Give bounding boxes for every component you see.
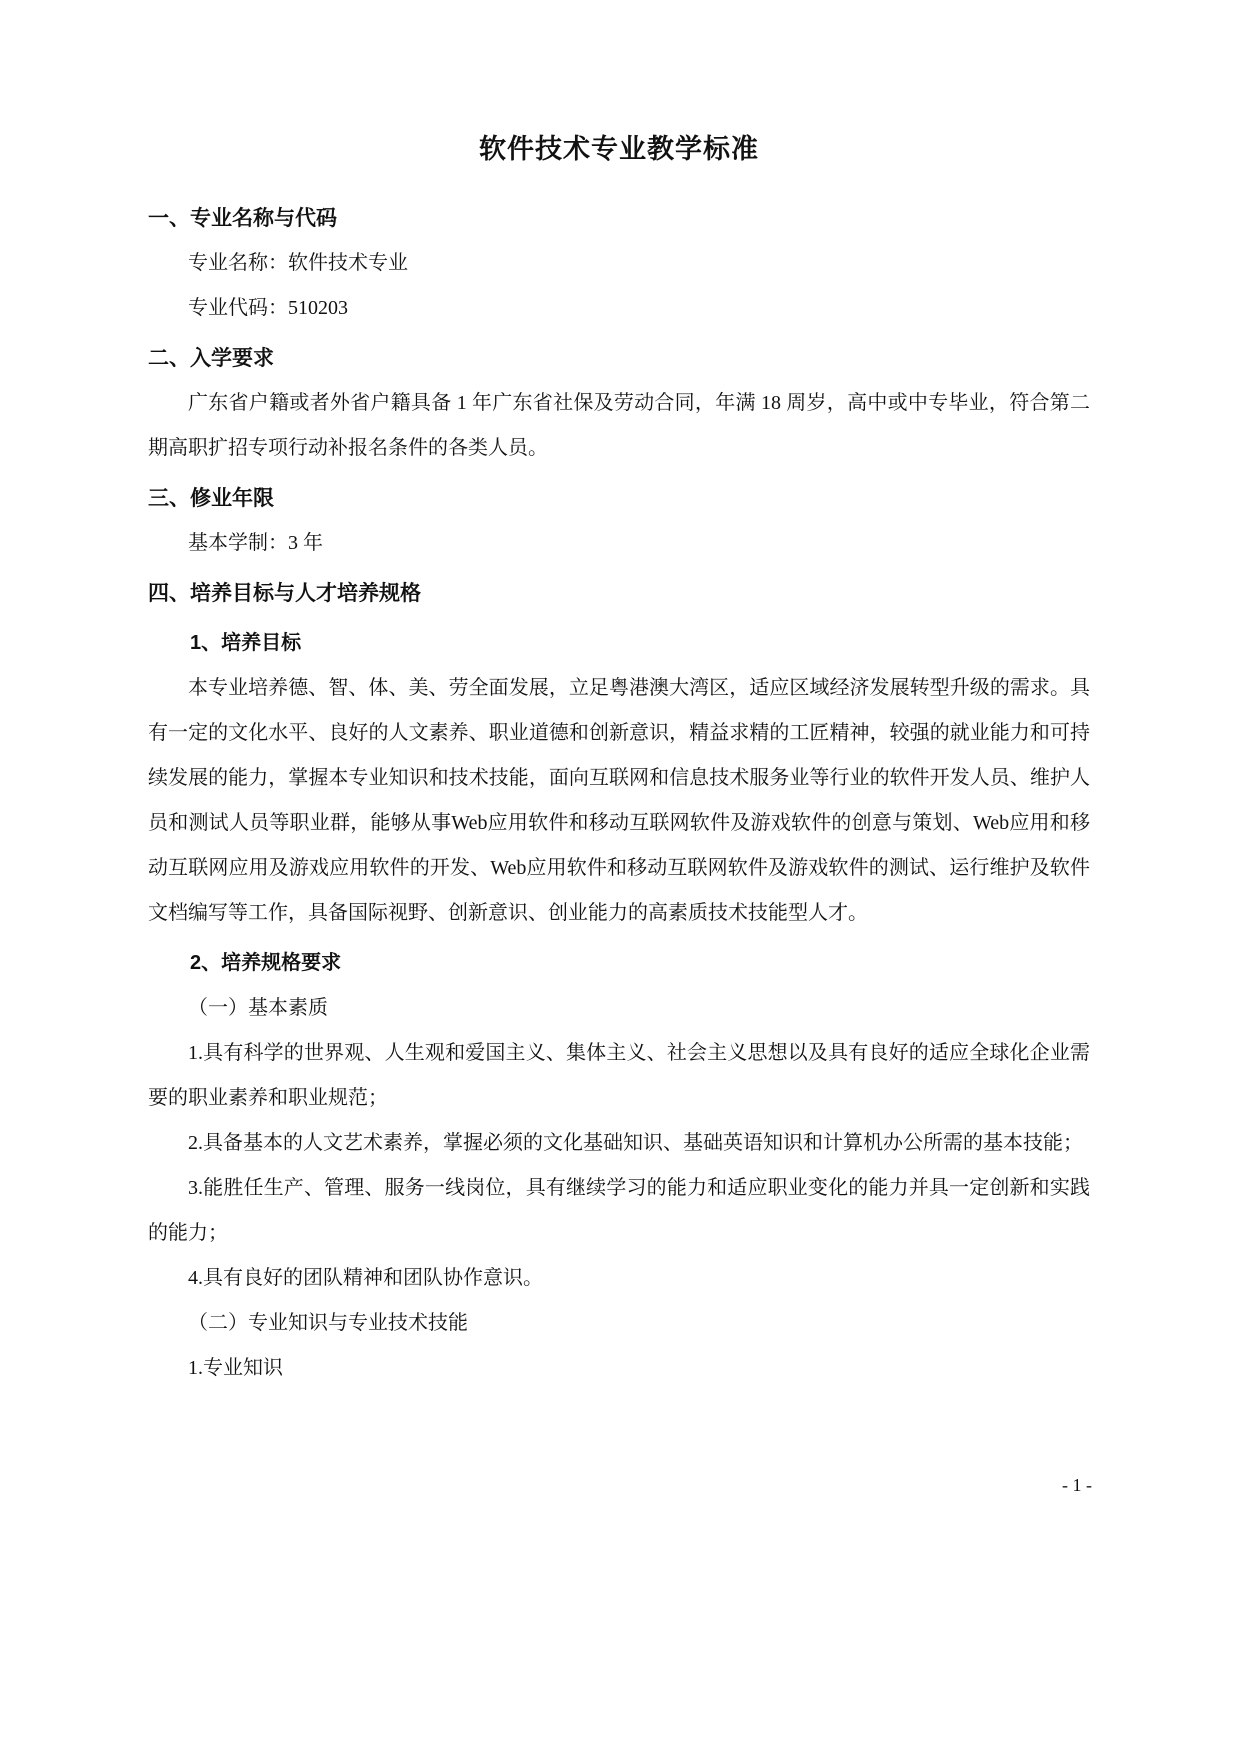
basic-quality-item-2: 2.具备基本的人文艺术素养，掌握必须的文化基础知识、基础英语知识和计算机办公所需的基本技能； — [188, 1132, 1083, 1154]
major-name-line: 专业名称：软件技术专业 — [188, 252, 408, 274]
subsection-heading-training-spec: 2、培养规格要求 — [190, 952, 342, 974]
section-heading-3: 三、修业年限 — [148, 487, 274, 510]
admission-requirements-paragraph: 广东省户籍或者外省户籍具备 1 年广东省社保及劳动合同，年满 18 周岁，高中或中专毕业，符合第二期高职扩招专项行动补报名条件的各类人员。 — [148, 392, 1090, 459]
major-code-line: 专业代码：510203 — [188, 297, 348, 319]
professional-knowledge-item: 1.专业知识 — [188, 1357, 283, 1379]
section-heading-4: 四、培养目标与人才培养规格 — [148, 582, 421, 605]
subsection-heading-training-goal: 1、培养目标 — [190, 632, 302, 654]
section-heading-2: 二、入学要求 — [148, 347, 274, 370]
section-heading-1: 一、专业名称与代码 — [148, 207, 337, 230]
basic-quality-item-4: 4.具有良好的团队精神和团队协作意识。 — [188, 1267, 543, 1289]
training-goal-paragraph: 本专业培养德、智、体、美、劳全面发展，立足粤港澳大湾区，适应区域经济发展转型升级的需求。具有一定的文化水平、良好的人文素养、职业道德和创新意识，精益求精的工匠精神，较强的就业能力和可持续发展的能力，掌握本专业知识和技术技能，面向互联网和信息技术服务业等行业的软件开发人员、维护人员和测试人员等职业群，能够从事Web应用软件和移动互联网软件及游戏软件的创意与策划、Web应用和移动互联网应用及游戏应用软件的开发、Web应用软件和移动互联网软件及游戏软件的测试、运行维护及软件文档编写等工作，具备国际视野、创新意识、创业能力的高素质技术技能型人才。 — [148, 677, 1090, 924]
basic-quality-item-1: 1.具有科学的世界观、人生观和爱国主义、集体主义、社会主义思想以及具有良好的适应全球化企业需要的职业素养和职业规范； — [148, 1042, 1090, 1109]
basic-quality-item-3: 3.能胜任生产、管理、服务一线岗位，具有继续学习的能力和适应职业变化的能力并具一定创新和实践的能力； — [148, 1177, 1090, 1244]
study-length-line: 基本学制：3 年 — [188, 532, 323, 554]
professional-knowledge-label: （二）专业知识与专业技术技能 — [188, 1312, 468, 1334]
page-title: 软件技术专业教学标准 — [479, 134, 759, 164]
page-number: - 1 - — [1062, 1475, 1092, 1495]
basic-quality-label: （一）基本素质 — [188, 997, 328, 1019]
